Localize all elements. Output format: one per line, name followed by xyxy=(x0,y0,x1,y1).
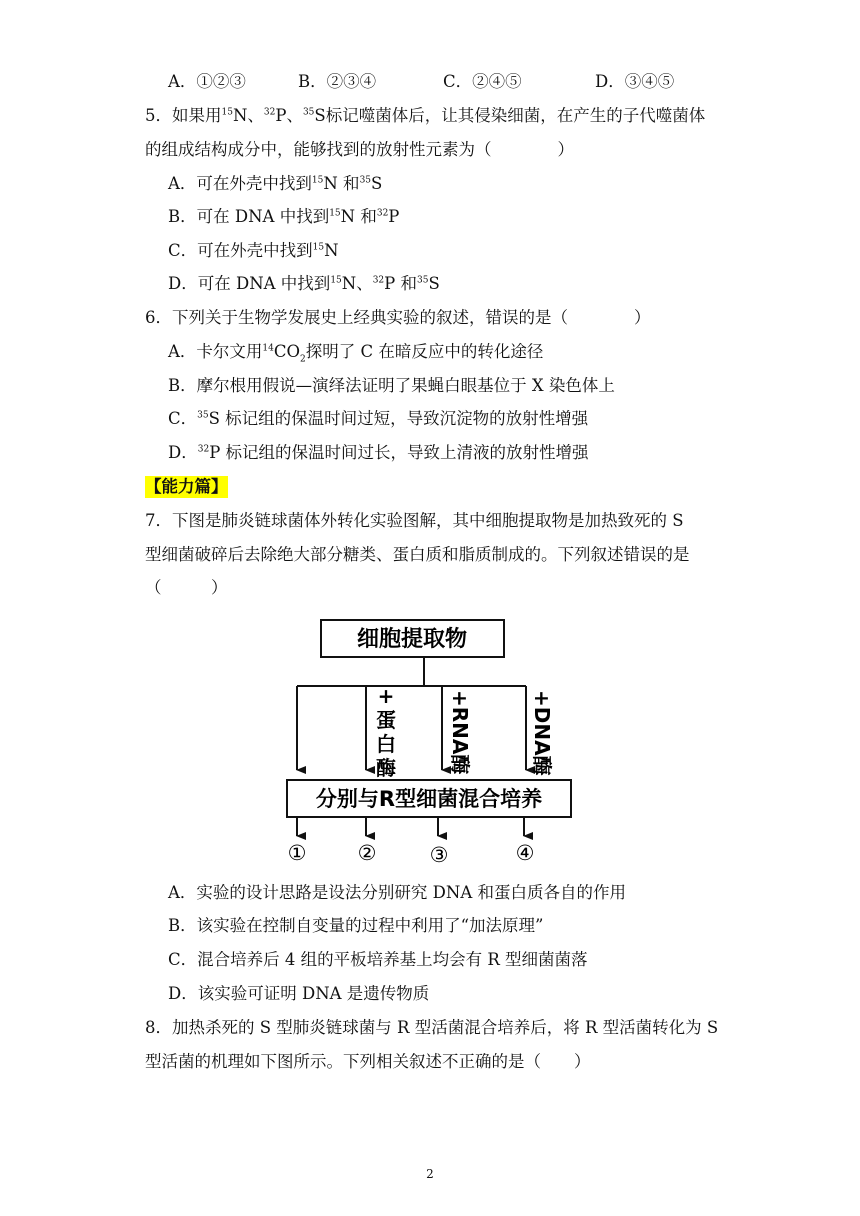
q7-option-c: C．混合培养后 4 组的平板培养基上均会有 R 型细菌菌落 xyxy=(168,950,588,969)
q5-option-c: C．可在外壳中找到$^{15}$N xyxy=(168,241,339,260)
protease-label-char2: 白 xyxy=(376,732,396,756)
result-2: ② xyxy=(357,841,377,865)
page-number: 2 xyxy=(426,1167,434,1181)
culture-label: 分别与R型细菌混合培养 xyxy=(315,787,543,811)
rnase-label: +RNA酶 xyxy=(448,690,472,775)
q7-option-b: B．该实验在控制自变量的过程中利用了“加法原理” xyxy=(168,916,544,935)
section-heading: 【能力篇】 xyxy=(145,477,228,496)
protease-label-plus: + xyxy=(377,684,395,708)
q5-option-d: D．可在 DNA 中找到$^{15}$N、$^{32}$P 和$^{35}$S xyxy=(168,274,440,293)
q5-option-a: A．可在外壳中找到$^{15}$N 和$^{35}$S xyxy=(168,174,383,193)
q7-stem-line1: 7．下图是肺炎链球菌体外转化实验图解，其中细胞提取物是加热致死的 S xyxy=(145,511,684,530)
q6-stem: 6．下列关于生物学发展史上经典实验的叙述，错误的是（ ） xyxy=(145,308,651,327)
q8-stem-line2: 型活菌的机理如下图所示。下列相关叙述不正确的是（ ） xyxy=(145,1052,591,1071)
q6-option-c: C．$^{35}$S 标记组的保温时间过短，导致沉淀物的放射性增强 xyxy=(168,409,589,428)
q4-option-b: B．②③④ xyxy=(298,72,377,91)
protease-label-char3: 酶 xyxy=(376,756,396,780)
q6-option-a: A．卡尔文用$^{14}CO_2$探明了 C 在暗反应中的转化途径 xyxy=(168,342,544,365)
q5-option-b: B．可在 DNA 中找到$^{15}$N 和$^{32}$P xyxy=(168,207,400,226)
q5-stem-line1: 5．如果用$^{15}$N、$^{32}$P、$^{35}$S标记噬菌体后，让其侵染细菌，在产生的子代噬菌体 xyxy=(145,106,706,125)
q7-option-d: D．该实验可证明 DNA 是遗传物质 xyxy=(168,984,430,1003)
protease-label xyxy=(376,684,396,780)
q6-option-d: D．$^{32}$P 标记组的保温时间过长，导致上清液的放射性增强 xyxy=(168,443,589,462)
result-3: ③ xyxy=(429,843,449,867)
protease-label-char1: 蛋 xyxy=(376,708,396,732)
q8-stem-line1: 8．加热杀死的 S 型肺炎链球菌与 R 型活菌混合培养后，将 R 型活菌转化为 S xyxy=(145,1018,719,1037)
q7-stem-line2: 型细菌破碎后去除绝大部分糖类、蛋白质和脂质制成的。下列叙述错误的是 xyxy=(145,545,690,564)
q6-option-b: B．摩尔根用假说—演绎法证明了果蝇白眼基位于 X 染色体上 xyxy=(168,376,615,395)
q7-option-a: A．实验的设计思路是设法分别研究 DNA 和蛋白质各自的作用 xyxy=(168,883,626,902)
q7-stem-line3: （ ） xyxy=(145,578,228,597)
result-1: ① xyxy=(287,841,307,865)
result-4: ④ xyxy=(515,841,535,865)
dnase-label: +DNA酶 xyxy=(530,690,554,776)
q4-option-c: C．②④⑤ xyxy=(443,72,522,91)
q4-option-d: D．③④⑤ xyxy=(595,72,675,91)
q5-stem-line2: 的组成结构成分中，能够找到的放射性元素为（ ） xyxy=(145,140,574,159)
q4-option-a: A．①②③ xyxy=(168,72,246,91)
cell-extract-label: 细胞提取物 xyxy=(356,627,468,652)
